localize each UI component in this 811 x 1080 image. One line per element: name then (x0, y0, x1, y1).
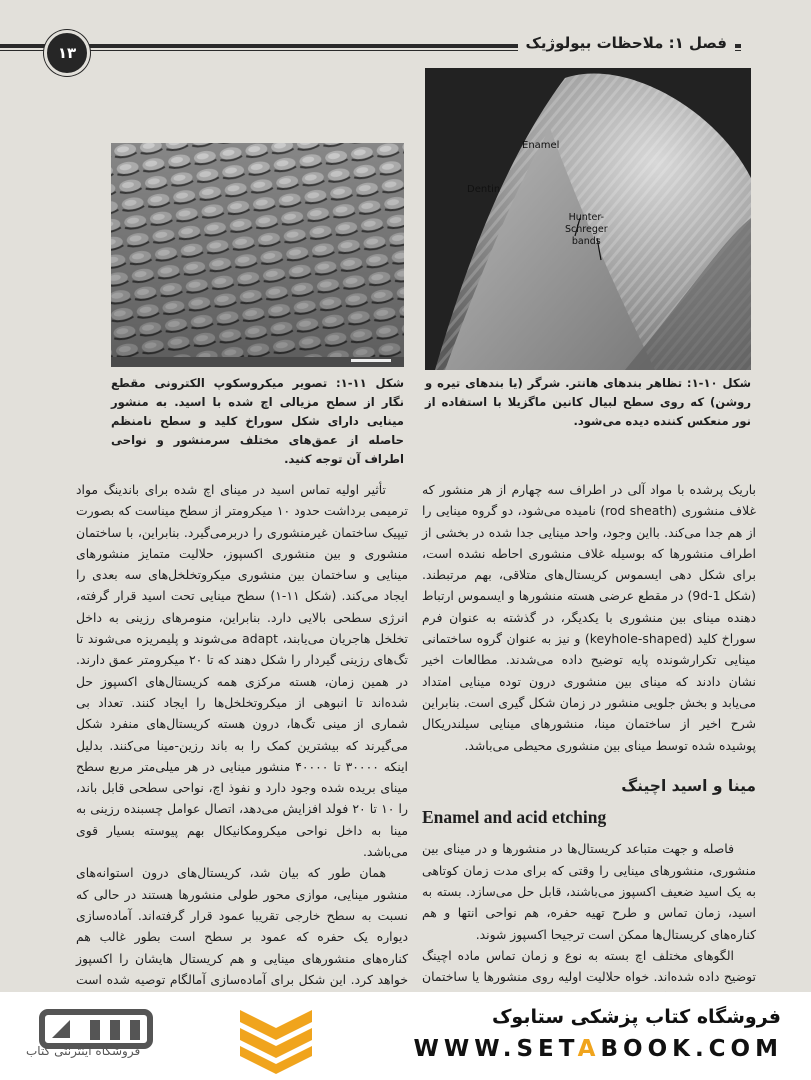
page-number: ۱۳ (44, 30, 90, 76)
paragraph: تأثیر اولیه تماس اسید در مینای اچ شده برای باندینگ مواد ترمیمی برداشت حدود ۱۰ میکرومتر از سطح میناست که بصورت تیپیک ساختمان غیرمنشوری را دربرمی‌گیرد. بنابراین، با ساختمان منشوری و بین منشوری اکسپوز، حلالیت متمایز منشورهای مینایی و ساختمان بین منشوری میکروتخلخل‌های سه بعدی را ایجاد می‌کند. (شکل ۱۱-۱) سطح مینایی تحت اسید قرار گرفته، انرژی سطحی بالایی دارد. بنابراین، منومرهای رزینی به داخل تخلخل هاجریان می‌یابند، adapt می‌شوند و پلیمریزه می‌شوند تا تگ‌های رزینی گیردار را شکل دهند که تا ۲۰ میکرومتر عمق دارند. در همین زمان، هسته مرکزی همه کریستال‌های اکسپوز حل شده‌اند تا انبوهی از میکروتخلخل‌ها را ایجاد کنند. تعداد بی شماری از مینی تگ‌ها، درون هسته کریستال‌های منفرد شکل می‌گیرند که بیشترین کمک را به باند رزین-مینا می‌کنند. بدلیل اینکه ۳۰۰۰۰ تا ۴۰۰۰۰ منشور مینایی در هر میلی‌متر مربع سطح مینای بریده شده وجود دارد و نفوذ اچ، نواحی سطحی قابل باند، را ۱۰ تا ۲۰ فولد افزایش می‌دهد، اتصال عوامل چسبنده رزینی به مینا به داخل نواحی میکرومکانیکال بهم پیوسته بسیار قوی می‌باشد. (76, 482, 408, 860)
paragraph: فاصله و جهت متباعد کریستال‌ها در منشورها و در مینای بین منشوری، منشورهای مینایی را وقتی که برای مدت زمان کوتاهی به یک اسید ضعیف اکسپوز می‌باشند، قابل حل می‌سازد. بسته به اسید، زمان تماس و طرح تهیه حفره، هم نواحی انتها و هم کناره‌های کریستال‌ها ممکن است ترجیحا اکسپوز شوند. (422, 841, 756, 942)
figure-hunter-schreger-bands (425, 68, 751, 370)
logo-tagline: فروشگاه اینترنتی کتاب (26, 1044, 141, 1058)
text-column-left (76, 479, 408, 992)
section-heading-en: Enamel and acid etching (422, 807, 607, 828)
chapter-title: فصل ۱: ملاحظات بیولوژیک (518, 34, 735, 52)
sem-photo (111, 143, 404, 367)
text-column-right (422, 479, 756, 992)
store-name: فروشگاه کتاب پزشکی ستابوک (491, 1006, 781, 1028)
caption-figure-1-11: شکل ۱۱-۱: تصویر میکروسکوپ الکترونی مقطع نگار از سطح مزیالی اچ شده با اسید. به منشور مینایی دارای شکل سوراخ کلید و سطح نامنظم حاصله از عمق‌های مختلف سرمنشور و نواحی اطراف آن توجه کنید. (111, 376, 405, 466)
label-schreger: Schreger (565, 224, 608, 235)
label-dentin: Dentin (467, 184, 501, 195)
store-banner (0, 992, 811, 1080)
paragraph: باریک پرشده با مواد آلی در اطراف سه چهارم از هر منشور که غلاف منشوری (rod sheath) نامیده می‌شود، دو گروه مینایی را از هم جدا می‌کند. بااین وجود، واحد مینایی جدا شده در بخشی از اطراف منشورها که بوسیله غلاف منشوری احاطه نشده است، برای شکل دهی ایسموس کریستال‌های متلاقی، بهم مرتبطند. (شکل 9d-1) در مقطع عرضی هسته منشورها و ایسموس ارتباط دهنده مینای بین منشوری با یکدیگر، در گذشته به عنوان فرم سوراخ کلید (keyhole-shaped) و نیز به عنوان گروه ساختمانی مینایی تکرارشونده پایه توضیح داده می‌شدند. مطالعات اخیر نشان دادند که مینای بین منشوری درون توده مینایی امتداد می‌یابد و بخش جلویی منشور در زمان شکل گیری است. بنابراین شرح اخیر از ساختمان مینا، منشورهای مینایی سیلندریکال پوشیده شده توسط مینای بین منشوری محیطی می‌باشد. (422, 482, 756, 753)
url-part: WWW.SET (413, 1036, 578, 1062)
store-url (414, 1036, 783, 1062)
label-hunter: Hunter- (568, 212, 605, 223)
label-hunter-schreger (565, 212, 608, 248)
paragraph: الگوهای مختلف اچ بسته به نوع و زمان تماس ماده اچینگ توضیح داده شده‌اند. خواه حلالیت اولیه روی منشورها یا ساختمان (422, 947, 756, 985)
label-bands: bands (571, 236, 601, 247)
url-accent-letter: A (577, 1036, 601, 1062)
section-heading-fa: مینا و اسید اچینگ (621, 776, 756, 795)
url-part: BOOK.COM (600, 1036, 783, 1062)
caption-figure-1-10: شکل ۱۰-۱: تظاهر بندهای هانتر. شرگر (یا بندهای تیره و روشن) که روی سطح لبیال کانین ماگزیلا با استفاده از نور منعکس کننده دیده می‌شود. (425, 376, 752, 428)
setabook-logo (30, 998, 330, 1076)
figure-sem-etched-enamel (111, 143, 404, 367)
paragraph: همان طور که بیان شد، کریستال‌های درون استوانه‌های منشور مینایی، موازی محور طولی منشورها هستند در حالی که نسبت به سطح خارجی تقریبا عمود قرار گرفته‌اند. آماده‌سازی دیواره یک حفره که عمود بر سطح است بطور غالب هم کناره‌های منشورهای مینایی و هم کریستال هایشان را اکسپوز خواهد کرد. این شکل برای آماده‌سازی آمالگام توصیه شده است (76, 865, 408, 987)
label-enamel: Enamel (522, 140, 560, 151)
